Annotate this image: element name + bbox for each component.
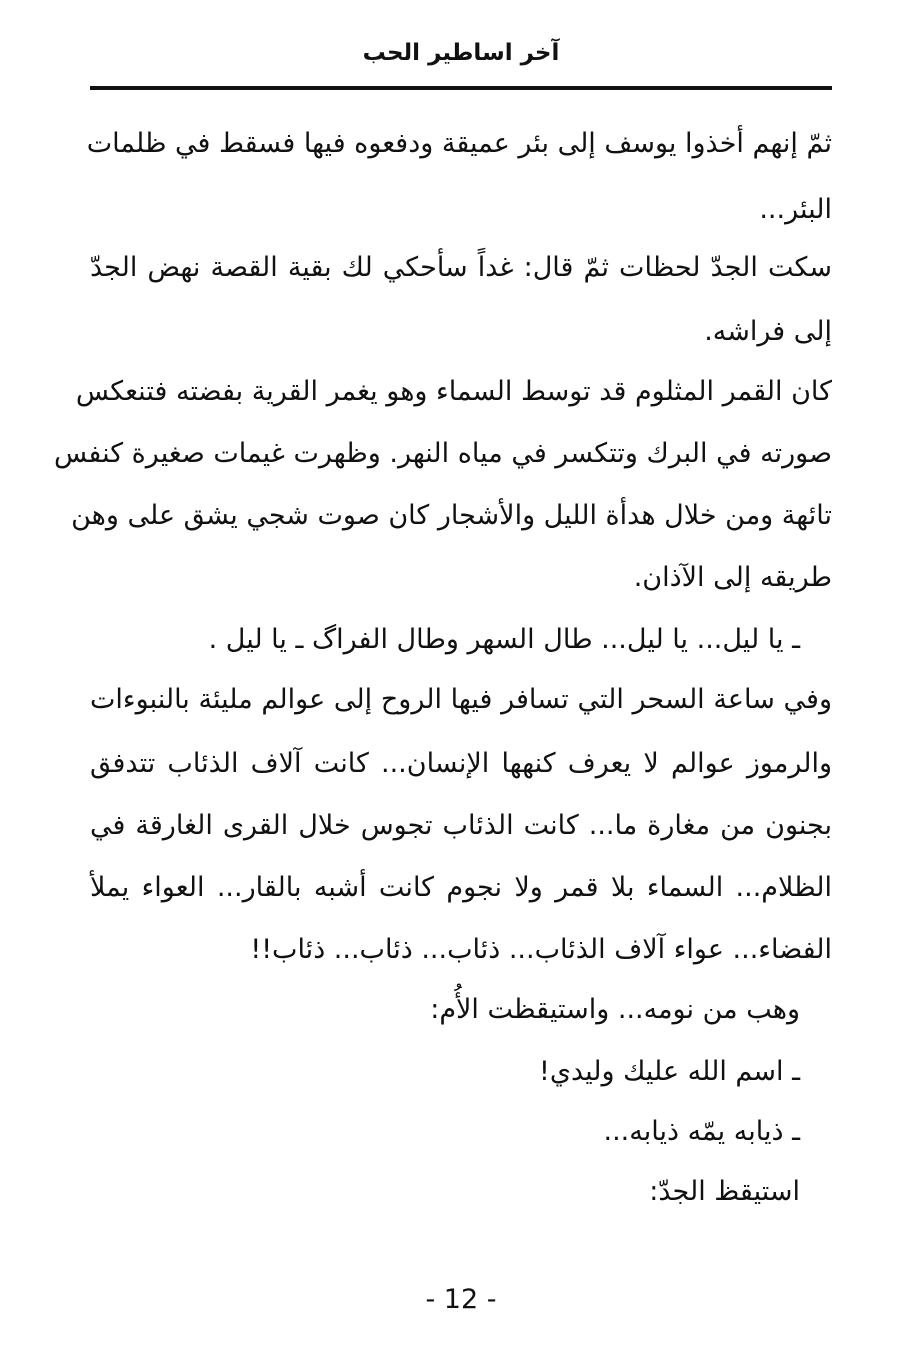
dialogue-line: ـ يا ليل... يا ليل... طال السهر وطال الفراگ ـ يا ليل . [208,624,800,655]
text-line: البئر... [759,194,832,225]
text-line: الفضاء... عواء آلاف الذئاب... ذئاب... ذئاب... ذئاب!! [250,934,832,965]
text-line: بجنون من مغارة ما... كانت الذئاب تجوس خلال القرى الغارقة في [90,810,832,841]
text-line: كان القمر المثلوم قد توسط السماء وهو يغمر القرية بفضته فتنعكس [75,376,832,407]
dialogue-line: ـ ذيابه يمّه ذيابه... [603,1116,800,1147]
header-rule [90,86,832,90]
text-line: سكت الجدّ لحظات ثمّ قال: غداً سأحكي لك بقية القصة نهض الجدّ [90,252,832,283]
text-line: ثمّ إنهم أخذوا يوسف إلى بئر عميقة ودفعوه فيها فسقط في ظلمات [86,128,832,159]
dialogue-line: ـ اسم الله عليك وليدي! [539,1056,800,1087]
text-line: وفي ساعة السحر التي تسافر فيها الروح إلى عوالم مليئة بالنبوءات [90,684,832,715]
text-line: وهب من نومه... واستيقظت الأُم: [430,994,800,1025]
text-line: إلى فراشه. [704,316,832,347]
text-line: صورته في البرك وتتكسر في مياه النهر. وظهرت غيمات صغيرة كنفس [54,438,832,469]
text-line: طريقه إلى الآذان. [633,562,832,593]
running-title: آخر اساطير الحب [362,40,560,66]
text-line: الظلام... السماء بلا قمر ولا نجوم كانت أشبه بالقار... العواء يملأ [90,872,832,903]
text-line: تائهة ومن خلال هدأة الليل والأشجار كان صوت شجي يشق على وهن [71,500,832,531]
page-number: - 12 - [425,1284,497,1315]
text-line: استيقظ الجدّ: [649,1176,800,1207]
text-line: والرموز عوالم لا يعرف كنهها الإنسان... كانت آلاف الذئاب تتدفق [90,748,832,779]
